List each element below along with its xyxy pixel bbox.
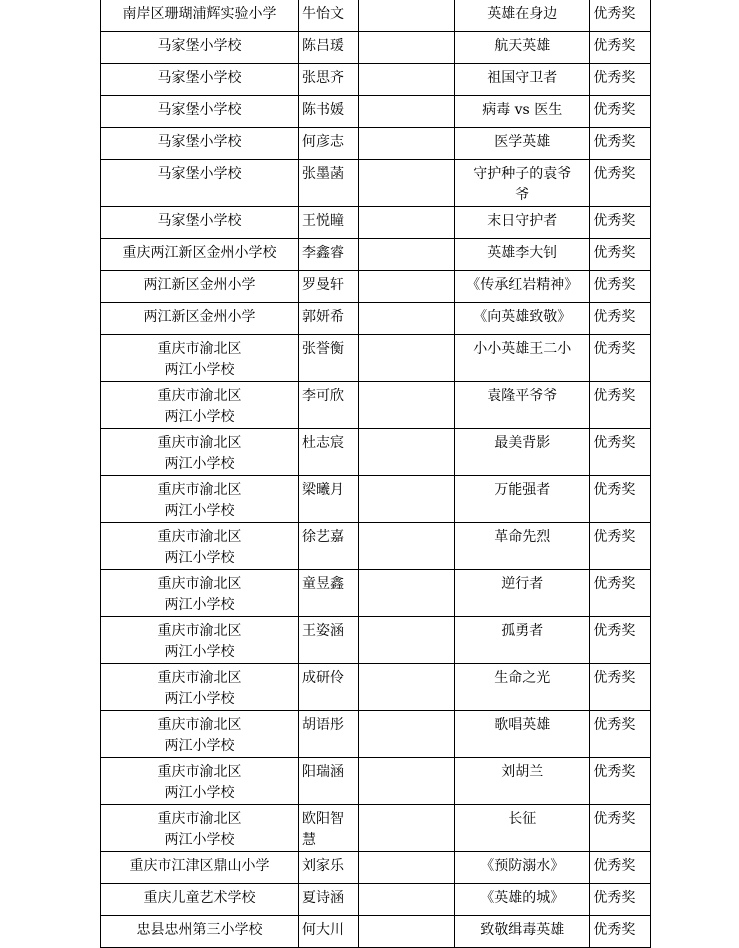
student-name-cell (299, 96, 359, 128)
school-line: 重庆市渝北区 (157, 435, 242, 451)
student-name-cell (299, 382, 359, 429)
work-title-line: 航天英雄 (494, 38, 551, 54)
student-name-cell (299, 617, 359, 664)
award-cell: 优秀奖 (590, 852, 651, 884)
school-line: 两江小学校 (164, 456, 235, 472)
student-name-cell (299, 570, 359, 617)
school-cell (101, 570, 299, 617)
school-line: 重庆市渝北区 (157, 717, 242, 733)
student-name-cell (299, 160, 359, 207)
work-title-cell (454, 64, 589, 96)
empty-cell (358, 96, 454, 128)
table-row (101, 884, 651, 916)
table-row (101, 617, 651, 664)
student-name-cell (299, 884, 359, 916)
student-name-line: 罗曼轩 (302, 277, 345, 293)
award-cell: 优秀奖 (590, 0, 651, 32)
award-cell: 优秀奖 (590, 64, 651, 96)
student-name-cell (299, 271, 359, 303)
work-title-line: 《英雄的城》 (480, 890, 565, 906)
award-cell: 优秀奖 (590, 303, 651, 335)
school-cell (101, 128, 299, 160)
table-row (101, 711, 651, 758)
table-row (101, 160, 651, 207)
empty-cell (358, 271, 454, 303)
school-line: 马家堡小学校 (157, 70, 242, 86)
student-name-line: 刘家乐 (302, 858, 345, 874)
school-cell (101, 64, 299, 96)
table-row (101, 852, 651, 884)
work-title-line: 最美背影 (494, 435, 551, 451)
student-name-line: 郭妍希 (302, 309, 345, 325)
work-title-line: 《向英雄致敬》 (473, 309, 572, 325)
school-line: 两江小学校 (164, 597, 235, 613)
table-row (101, 335, 651, 382)
work-title-line: 英雄在身边 (487, 6, 558, 22)
work-title-line: 刘胡兰 (501, 764, 544, 780)
student-name-cell (299, 335, 359, 382)
student-name-line: 王悦瞳 (302, 213, 345, 229)
student-name-line: 阳瑞涵 (302, 764, 345, 780)
award-cell: 优秀奖 (590, 128, 651, 160)
work-title-line: 生命之光 (494, 670, 551, 686)
student-name-cell (299, 239, 359, 271)
work-title-line: 病毒 vs 医生 (482, 102, 563, 118)
student-name-cell (299, 64, 359, 96)
school-cell (101, 852, 299, 884)
award-cell: 优秀奖 (590, 476, 651, 523)
student-name-line: 何彦志 (302, 134, 345, 150)
work-title-line: 守护种子的袁爷 (473, 166, 572, 182)
award-cell: 优秀奖 (590, 805, 651, 852)
table-row (101, 271, 651, 303)
work-title-cell (454, 207, 589, 239)
work-title-line: 《预防溺水》 (480, 858, 565, 874)
award-cell: 优秀奖 (590, 758, 651, 805)
work-title-cell (454, 160, 589, 207)
work-title-cell (454, 429, 589, 476)
table-row (101, 916, 651, 948)
empty-cell (358, 32, 454, 64)
student-name-line: 童昱鑫 (302, 576, 345, 592)
school-line: 重庆市渝北区 (157, 576, 242, 592)
table-row (101, 523, 651, 570)
student-name-cell (299, 476, 359, 523)
school-line: 两江小学校 (164, 691, 235, 707)
work-title-line: 孤勇者 (501, 623, 544, 639)
table-row (101, 96, 651, 128)
award-cell: 优秀奖 (590, 711, 651, 758)
student-name-cell (299, 32, 359, 64)
school-line: 马家堡小学校 (157, 166, 242, 182)
school-cell (101, 271, 299, 303)
student-name-line: 李鑫睿 (302, 245, 345, 261)
work-title-cell (454, 476, 589, 523)
empty-cell (358, 335, 454, 382)
school-line: 马家堡小学校 (157, 134, 242, 150)
award-cell: 优秀奖 (590, 523, 651, 570)
student-name-line: 梁曦月 (302, 482, 345, 498)
work-title-cell (454, 916, 589, 948)
table-row (101, 664, 651, 711)
award-cell: 优秀奖 (590, 570, 651, 617)
table-row (101, 429, 651, 476)
student-name-cell (299, 916, 359, 948)
work-title-cell (454, 523, 589, 570)
empty-cell (358, 382, 454, 429)
empty-cell (358, 239, 454, 271)
empty-cell (358, 64, 454, 96)
school-line: 马家堡小学校 (157, 38, 242, 54)
school-line: 两江新区金州小学 (143, 309, 256, 325)
school-line: 两江小学校 (164, 409, 235, 425)
empty-cell (358, 664, 454, 711)
school-cell (101, 523, 299, 570)
work-title-line: 英雄李大钊 (487, 245, 558, 261)
award-cell: 优秀奖 (590, 96, 651, 128)
school-line: 南岸区珊瑚浦辉实验小学 (122, 6, 277, 22)
empty-cell (358, 617, 454, 664)
student-name-line: 陈吕瑗 (302, 38, 345, 54)
award-cell: 优秀奖 (590, 916, 651, 948)
school-line: 两江小学校 (164, 362, 235, 378)
work-title-cell (454, 32, 589, 64)
work-title-line: 爷 (515, 187, 530, 203)
student-name-cell (299, 711, 359, 758)
table-row (101, 303, 651, 335)
table-row (101, 239, 651, 271)
school-line: 忠县忠州第三小学校 (136, 922, 263, 938)
table-row (101, 128, 651, 160)
awards-table (100, 0, 651, 948)
school-cell (101, 916, 299, 948)
work-title-line: 袁隆平爷爷 (487, 388, 558, 404)
award-cell: 优秀奖 (590, 335, 651, 382)
award-cell: 优秀奖 (590, 884, 651, 916)
award-cell: 优秀奖 (590, 271, 651, 303)
student-name-line: 胡语彤 (302, 717, 345, 733)
school-line: 重庆市渝北区 (157, 811, 242, 827)
award-cell: 优秀奖 (590, 429, 651, 476)
award-cell: 优秀奖 (590, 160, 651, 207)
work-title-cell (454, 0, 589, 32)
school-cell (101, 382, 299, 429)
student-name-cell (299, 303, 359, 335)
school-line: 重庆市渝北区 (157, 482, 242, 498)
student-name-line: 欧阳智 (302, 811, 345, 827)
school-cell (101, 160, 299, 207)
school-line: 重庆两江新区金州小学校 (122, 245, 277, 261)
work-title-line: 医学英雄 (494, 134, 551, 150)
student-name-line: 张墨菡 (302, 166, 345, 182)
school-line: 两江小学校 (164, 785, 235, 801)
school-line: 两江新区金州小学 (143, 277, 256, 293)
work-title-cell (454, 382, 589, 429)
empty-cell (358, 160, 454, 207)
school-line: 两江小学校 (164, 644, 235, 660)
empty-cell (358, 523, 454, 570)
school-line: 重庆市渝北区 (157, 341, 242, 357)
school-line: 重庆市渝北区 (157, 670, 242, 686)
student-name-line: 成研伶 (302, 670, 345, 686)
empty-cell (358, 128, 454, 160)
school-cell (101, 711, 299, 758)
work-title-cell (454, 664, 589, 711)
school-line: 马家堡小学校 (157, 102, 242, 118)
table-row (101, 64, 651, 96)
student-name-cell (299, 523, 359, 570)
work-title-line: 祖国守卫者 (487, 70, 558, 86)
empty-cell (358, 805, 454, 852)
work-title-cell (454, 239, 589, 271)
school-line: 重庆市江津区鼎山小学 (129, 858, 270, 874)
school-line: 两江小学校 (164, 503, 235, 519)
awards-table-body (101, 0, 651, 948)
work-title-line: 万能强者 (494, 482, 551, 498)
school-line: 马家堡小学校 (157, 213, 242, 229)
award-cell: 优秀奖 (590, 664, 651, 711)
school-cell (101, 207, 299, 239)
student-name-line: 张思齐 (302, 70, 345, 86)
table-row (101, 476, 651, 523)
empty-cell (358, 303, 454, 335)
table-row (101, 207, 651, 239)
school-cell (101, 32, 299, 64)
student-name-line: 李可欣 (302, 388, 345, 404)
school-cell (101, 0, 299, 32)
work-title-cell (454, 128, 589, 160)
student-name-cell (299, 664, 359, 711)
work-title-cell (454, 335, 589, 382)
student-name-line: 杜志宸 (302, 435, 345, 451)
school-cell (101, 617, 299, 664)
empty-cell (358, 884, 454, 916)
school-cell (101, 884, 299, 916)
work-title-cell (454, 570, 589, 617)
work-title-cell (454, 96, 589, 128)
work-title-line: 致敬缉毒英雄 (480, 922, 565, 938)
empty-cell (358, 852, 454, 884)
student-name-line: 夏诗涵 (302, 890, 345, 906)
school-line: 两江小学校 (164, 550, 235, 566)
award-cell: 优秀奖 (590, 239, 651, 271)
school-cell (101, 239, 299, 271)
student-name-cell (299, 852, 359, 884)
work-title-cell (454, 884, 589, 916)
school-line: 重庆市渝北区 (157, 529, 242, 545)
empty-cell (358, 0, 454, 32)
school-line: 重庆市渝北区 (157, 623, 242, 639)
work-title-cell (454, 805, 589, 852)
work-title-cell (454, 271, 589, 303)
student-name-cell (299, 429, 359, 476)
work-title-cell (454, 617, 589, 664)
school-cell (101, 429, 299, 476)
student-name-cell (299, 0, 359, 32)
school-cell (101, 303, 299, 335)
table-row (101, 758, 651, 805)
student-name-line: 陈书媛 (302, 102, 345, 118)
work-title-line: 革命先烈 (494, 529, 551, 545)
work-title-line: 《传承红岩精神》 (466, 277, 579, 293)
work-title-line: 末日守护者 (487, 213, 558, 229)
table-row (101, 0, 651, 32)
table-row (101, 570, 651, 617)
student-name-line: 何大川 (302, 922, 345, 938)
work-title-cell (454, 711, 589, 758)
empty-cell (358, 207, 454, 239)
student-name-cell (299, 805, 359, 852)
school-cell (101, 664, 299, 711)
award-cell: 优秀奖 (590, 617, 651, 664)
table-row (101, 382, 651, 429)
work-title-line: 歌唱英雄 (494, 717, 551, 733)
school-cell (101, 758, 299, 805)
empty-cell (358, 711, 454, 758)
school-line: 重庆市渝北区 (157, 764, 242, 780)
student-name-line: 牛怡文 (302, 6, 345, 22)
empty-cell (358, 476, 454, 523)
school-cell (101, 335, 299, 382)
work-title-line: 逆行者 (501, 576, 544, 592)
work-title-line: 长征 (508, 811, 537, 827)
school-line: 两江小学校 (164, 832, 235, 848)
empty-cell (358, 758, 454, 805)
student-name-cell (299, 207, 359, 239)
work-title-cell (454, 852, 589, 884)
award-cell: 优秀奖 (590, 382, 651, 429)
work-title-line: 小小英雄王二小 (473, 341, 572, 357)
empty-cell (358, 916, 454, 948)
school-line: 两江小学校 (164, 738, 235, 754)
student-name-line: 王姿涵 (302, 623, 345, 639)
student-name-cell (299, 128, 359, 160)
work-title-cell (454, 758, 589, 805)
school-cell (101, 96, 299, 128)
student-name-line: 慧 (302, 832, 317, 848)
table-row (101, 32, 651, 64)
school-line: 重庆儿童艺术学校 (143, 890, 256, 906)
empty-cell (358, 429, 454, 476)
student-name-cell (299, 758, 359, 805)
student-name-line: 徐艺嘉 (302, 529, 345, 545)
award-cell: 优秀奖 (590, 32, 651, 64)
table-row (101, 805, 651, 852)
school-cell (101, 805, 299, 852)
empty-cell (358, 570, 454, 617)
student-name-line: 张誉衡 (302, 341, 345, 357)
award-cell: 优秀奖 (590, 207, 651, 239)
school-line: 重庆市渝北区 (157, 388, 242, 404)
work-title-cell (454, 303, 589, 335)
school-cell (101, 476, 299, 523)
